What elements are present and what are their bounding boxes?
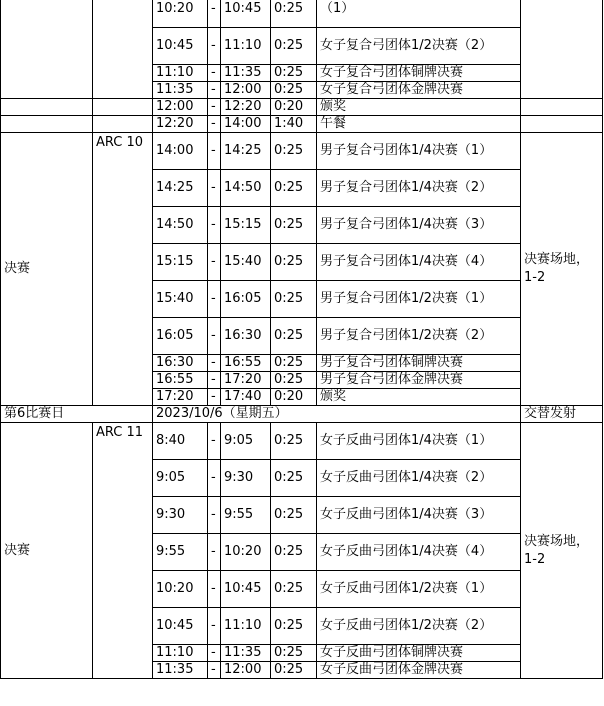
- duration: 0:20: [271, 389, 317, 406]
- event-name: 男子复合弓团体1/4决赛（4）: [317, 244, 521, 281]
- day-date: 2023/10/6（星期五）: [153, 406, 521, 423]
- start-time: 12:00: [153, 99, 208, 116]
- end-time: 11:10: [221, 28, 271, 65]
- event-name: 女子反曲弓团体1/4决赛（3）: [317, 497, 521, 534]
- start-time: 16:05: [153, 318, 208, 355]
- dash: -: [208, 460, 221, 497]
- start-time: 11:35: [153, 662, 208, 679]
- duration: 0:25: [271, 65, 317, 82]
- duration: 0:25: [271, 608, 317, 645]
- end-time: 14:00: [221, 116, 271, 133]
- dash: -: [208, 28, 221, 65]
- event-name: 男子复合弓团体1/4决赛（1）: [317, 133, 521, 170]
- end-time: 10:45: [221, 571, 271, 608]
- phase-label: 决赛: [1, 133, 93, 406]
- table-row: [1, 99, 603, 116]
- start-time: 17:20: [153, 389, 208, 406]
- start-time: 10:20: [153, 0, 208, 28]
- code-cell: [93, 0, 153, 99]
- start-time: 8:40: [153, 423, 208, 460]
- end-time: 17:20: [221, 372, 271, 389]
- end-time: 11:35: [221, 645, 271, 662]
- duration: 0:25: [271, 281, 317, 318]
- code-cell: [93, 116, 153, 133]
- end-time: 14:50: [221, 170, 271, 207]
- end-time: 10:20: [221, 534, 271, 571]
- dash: -: [208, 116, 221, 133]
- event-name: 男子复合弓团体1/2决赛（2）: [317, 318, 521, 355]
- dash: -: [208, 0, 221, 28]
- day-header-row: [1, 406, 603, 423]
- duration: 0:25: [271, 534, 317, 571]
- end-time: 16:05: [221, 281, 271, 318]
- start-time: 12:20: [153, 116, 208, 133]
- event-name: 女子反曲弓团体1/4决赛（4）: [317, 534, 521, 571]
- venue-cell: [521, 116, 603, 133]
- start-time: 10:45: [153, 608, 208, 645]
- event-name: 女子反曲弓团体1/2决赛（1）: [317, 571, 521, 608]
- event-name: 女子反曲弓团体金牌决赛: [317, 662, 521, 679]
- code-cell: [93, 99, 153, 116]
- event-name: 男子复合弓团体金牌决赛: [317, 372, 521, 389]
- dash: -: [208, 170, 221, 207]
- event-name: 男子复合弓团体1/2决赛（1）: [317, 281, 521, 318]
- dash: -: [208, 244, 221, 281]
- dash: -: [208, 608, 221, 645]
- duration: 0:25: [271, 355, 317, 372]
- duration: 0:25: [271, 244, 317, 281]
- venue-label: 决赛场地，1-2: [521, 133, 603, 406]
- event-name: 女子复合弓团体金牌决赛: [317, 82, 521, 99]
- dash: -: [208, 281, 221, 318]
- end-time: 11:35: [221, 65, 271, 82]
- table-row: [1, 423, 603, 460]
- event-name: 女子反曲弓团体1/2决赛（2）: [317, 608, 521, 645]
- duration: 1:40: [271, 116, 317, 133]
- dash: -: [208, 423, 221, 460]
- duration: 0:25: [271, 423, 317, 460]
- end-time: 12:20: [221, 99, 271, 116]
- start-time: 11:10: [153, 65, 208, 82]
- event-name: （1）: [317, 0, 521, 28]
- phase-label: 决赛: [1, 423, 93, 679]
- end-time: 11:10: [221, 608, 271, 645]
- duration: 0:25: [271, 207, 317, 244]
- dash: -: [208, 534, 221, 571]
- event-name: 女子反曲弓团体1/4决赛（1）: [317, 423, 521, 460]
- event-name: 颁奖: [317, 99, 521, 116]
- duration: 0:25: [271, 318, 317, 355]
- venue-label: 决赛场地，1-2: [521, 423, 603, 679]
- dash: -: [208, 318, 221, 355]
- start-time: 9:30: [153, 497, 208, 534]
- table-row: [1, 0, 603, 28]
- end-time: 16:55: [221, 355, 271, 372]
- duration: 0:25: [271, 28, 317, 65]
- table-row: [1, 133, 603, 170]
- event-name: 颁奖: [317, 389, 521, 406]
- duration: 0:25: [271, 460, 317, 497]
- event-name: 女子反曲弓团体铜牌决赛: [317, 645, 521, 662]
- start-time: 11:35: [153, 82, 208, 99]
- end-time: 9:30: [221, 460, 271, 497]
- duration: 0:25: [271, 0, 317, 28]
- start-time: 11:10: [153, 645, 208, 662]
- duration: 0:25: [271, 645, 317, 662]
- end-time: 17:40: [221, 389, 271, 406]
- end-time: 9:55: [221, 497, 271, 534]
- event-name: 男子复合弓团体铜牌决赛: [317, 355, 521, 372]
- dash: -: [208, 372, 221, 389]
- start-time: 10:45: [153, 28, 208, 65]
- dash: -: [208, 497, 221, 534]
- start-time: 9:55: [153, 534, 208, 571]
- end-time: 15:15: [221, 207, 271, 244]
- start-time: 15:40: [153, 281, 208, 318]
- event-name: 午餐: [317, 116, 521, 133]
- start-time: 15:15: [153, 244, 208, 281]
- dash: -: [208, 207, 221, 244]
- duration: 0:25: [271, 133, 317, 170]
- dash: -: [208, 389, 221, 406]
- dash: -: [208, 662, 221, 679]
- dash: -: [208, 355, 221, 372]
- venue-cell: [521, 0, 603, 99]
- end-time: 12:00: [221, 662, 271, 679]
- start-time: 16:30: [153, 355, 208, 372]
- start-time: 14:25: [153, 170, 208, 207]
- duration: 0:25: [271, 662, 317, 679]
- dash: -: [208, 65, 221, 82]
- event-name: 女子复合弓团体1/2决赛（2）: [317, 28, 521, 65]
- end-time: 9:05: [221, 423, 271, 460]
- dash: -: [208, 99, 221, 116]
- end-time: 15:40: [221, 244, 271, 281]
- dash: -: [208, 133, 221, 170]
- event-name: 男子复合弓团体1/4决赛（2）: [317, 170, 521, 207]
- start-time: 10:20: [153, 571, 208, 608]
- duration: 0:25: [271, 82, 317, 99]
- start-time: 16:55: [153, 372, 208, 389]
- table-row: [1, 116, 603, 133]
- day-note: 交替发射: [521, 406, 603, 423]
- session-code: ARC 10: [93, 133, 153, 406]
- day-label: 第6比赛日: [1, 406, 153, 423]
- event-name: 女子反曲弓团体1/4决赛（2）: [317, 460, 521, 497]
- event-name: 女子复合弓团体铜牌决赛: [317, 65, 521, 82]
- duration: 0:25: [271, 571, 317, 608]
- dash: -: [208, 645, 221, 662]
- end-time: 14:25: [221, 133, 271, 170]
- duration: 0:25: [271, 372, 317, 389]
- venue-cell: [521, 99, 603, 116]
- dash: -: [208, 82, 221, 99]
- duration: 0:25: [271, 497, 317, 534]
- schedule-body: [1, 0, 603, 679]
- phase-cell: [1, 99, 93, 116]
- end-time: 12:00: [221, 82, 271, 99]
- end-time: 16:30: [221, 318, 271, 355]
- start-time: 14:00: [153, 133, 208, 170]
- phase-cell: [1, 116, 93, 133]
- duration: 0:20: [271, 99, 317, 116]
- session-code: ARC 11: [93, 423, 153, 679]
- start-time: 9:05: [153, 460, 208, 497]
- event-name: 男子复合弓团体1/4决赛（3）: [317, 207, 521, 244]
- dash: -: [208, 571, 221, 608]
- phase-cell: [1, 0, 93, 99]
- start-time: 14:50: [153, 207, 208, 244]
- end-time: 10:45: [221, 0, 271, 28]
- duration: 0:25: [271, 170, 317, 207]
